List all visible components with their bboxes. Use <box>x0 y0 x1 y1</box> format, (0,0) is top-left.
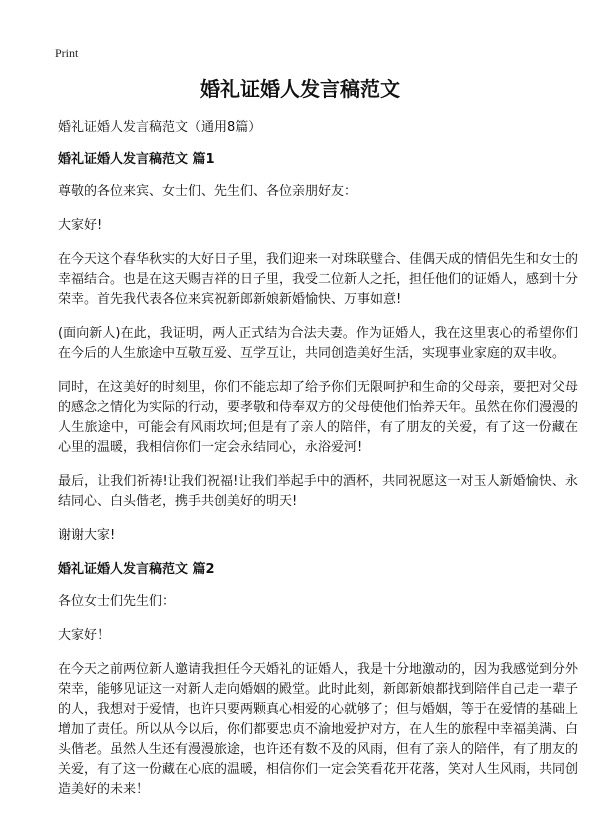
body-paragraph: 在今天这个春华秋实的大好日子里，我们迎来一对珠联璧合、佳偶天成的情侣先生和女士的幸福结合。也是在这天赐吉祥的日子里，我受二位新人之托，担任他们的证婚人，感到十分荣幸。首先我代表各位来宾祝新郎新娘新婚愉快、万事如意! <box>58 252 579 307</box>
document-body <box>58 118 578 814</box>
body-paragraph: (面向新人)在此，我证明，两人正式结为合法夫妻。作为证婚人，我在这里衷心的希望你们在今后的人生旅途中互敬互爱、互学互让，共同创造美好生活，实现事业家庭的双丰收。 <box>58 326 578 361</box>
body-paragraph: 在今天之前两位新人邀请我担任今天婚礼的证婚人，我是十分地激动的，因为我感觉到分外荣幸，能够见证这一对新人走向婚姻的殿堂。此时此刻，新郎新娘都找到陪伴自己走一辈子的人，我想对于爱情，也许只要两颗真心相爱的心就够了；但与婚姻，等于在爱情的基础上增加了责任。所以从今以后，你们都要忠贞不渝地爱护对方，在人生的旅程中幸福美满、白头偕老。虽然人生还有漫漫旅途，也许还有数不及的风雨，但有了亲人的陪伴，有了朋友的关爱，有了这一份藏在心底的温暖，相信你们一定会笑看花开花落，笑对人生风雨，共同创造美好的未来！ <box>58 662 579 797</box>
greeting: 大家好！ <box>58 628 111 643</box>
salutation: 各位女士们先生们： <box>58 594 176 609</box>
page-title: 婚礼证婚人发言稿范文 <box>200 77 400 101</box>
section-1 <box>58 150 578 546</box>
section-2 <box>58 560 578 800</box>
document-subtitle: 婚礼证婚人发言稿范文（通用8篇） <box>58 120 262 135</box>
section-heading: 婚礼证婚人发言稿范文 篇1 <box>58 152 215 167</box>
closing: 谢谢大家! <box>58 528 116 543</box>
salutation: 尊敬的各位来宾、女士们、先生们、各位亲朋好友： <box>58 184 358 199</box>
greeting: 大家好! <box>58 218 103 233</box>
print-link[interactable]: Print <box>55 46 79 60</box>
body-paragraph: 同时，在这美好的时刻里，你们不能忘却了给予你们无限呵护和生命的父母亲，要把对父母的感念之情化为实际的行动，要孝敬和侍奉双方的父母使他们怡养天年。虽然在你们漫漫的人生旅途中，可能会有风雨坎坷;但是有了亲人的陪伴，有了朋友的关爱，有了这一份藏在心里的温暖，我相信你们一定会永结同心，永浴爱河! <box>58 380 579 455</box>
body-paragraph: 最后，让我们祈祷!让我们祝福!让我们举起手中的酒杯，共同祝愿这一对玉人新婚愉快、永结同心、白头偕老，携手共创美好的明天! <box>58 474 578 509</box>
section-heading: 婚礼证婚人发言稿范文 篇2 <box>58 562 215 577</box>
